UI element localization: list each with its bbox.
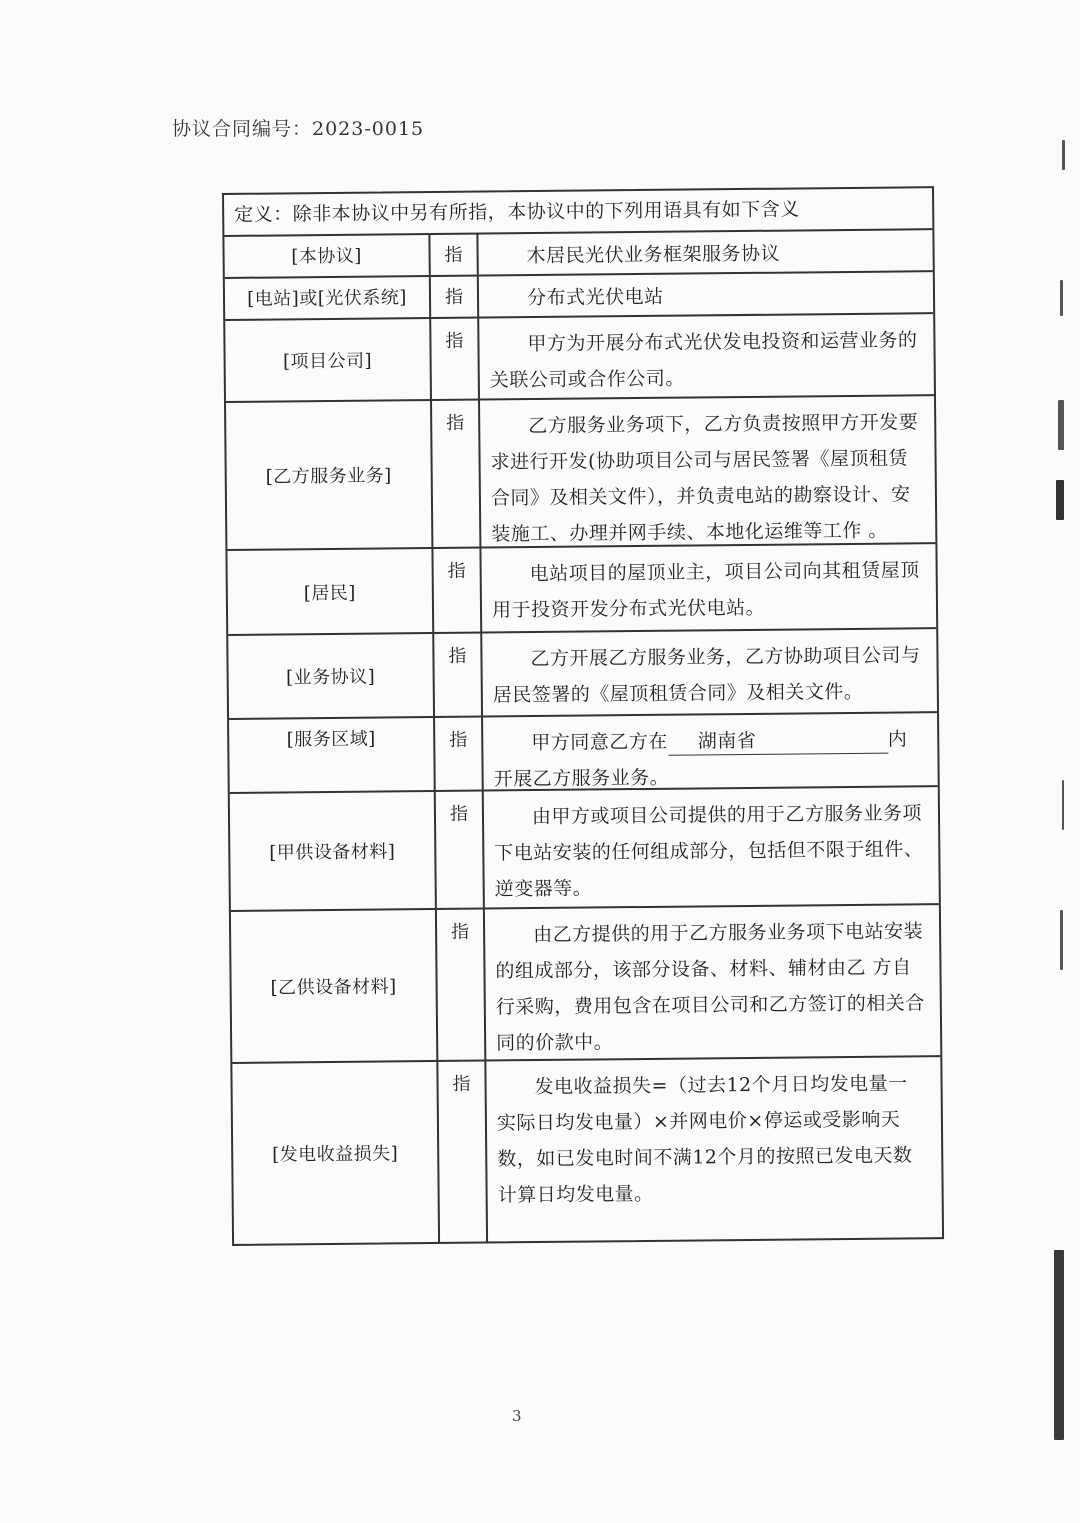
term-cell: [本协议] [224,235,430,277]
scan-speck [1062,780,1064,830]
contract-number: 协议合同编号：2023-0015 [172,118,425,140]
scan-edge-artifacts [1040,0,1080,1523]
meaning-cell [483,713,938,789]
service-region-suffix: 内开展乙方服务业务。 [493,728,908,791]
scan-speck [1062,140,1065,170]
term-cell: [项目公司] [225,319,432,401]
refers-cell: 指 [435,718,484,790]
table-row [224,230,932,279]
refers-cell: 指 [432,401,481,547]
refers-cell: 指 [437,910,486,1060]
definitions-table [222,186,944,1246]
table-row [229,713,938,794]
service-region-value: 湖南省 [668,727,888,756]
table-row [231,905,940,1064]
refers-cell: 指 [438,1062,488,1242]
term-cell: [甲供设备材料] [230,792,437,910]
meaning-cell: 分布式光伏电站 [526,285,664,310]
refers-cell: 指 [434,634,483,716]
refers-cell: 指 [433,549,482,632]
meaning-cell: 乙方开展乙方服务业务，乙方协助项目公司与居民签署的《屋顶租赁合同》及相关文件。 [492,644,921,707]
meaning-cell: 乙方服务业务项下，乙方负责按照甲方开发要求进行开发(协助项目公司与居民签署《屋顶租赁合同》及相关文件），并负责电站的勘察设计、安装施工、办理并网手续、本地化运维等工作 。 [490,411,919,546]
term-cell: [业务协议] [228,634,435,718]
term-cell: [乙方服务业务] [226,401,433,549]
scan-speck [1054,1250,1064,1440]
term-cell: [发电收益损失] [232,1062,440,1244]
page-number: 3 [512,1407,522,1425]
meaning-cell: 发电收益损失=（过去12个月日均发电量一实际日均发电量）×并网电价×停运或受影响天数，如已发电时间不满12个月的按照已发电天数计算日均发电量。 [496,1072,913,1207]
term-cell: [电站]或[光伏系统] [225,277,431,319]
refers-cell: 指 [430,235,478,275]
term-cell: [服务区域] [229,718,436,792]
table-row [225,314,934,403]
meaning-cell: 甲方为开展分布式光伏发电投资和运营业务的关联公司或合作公司。 [489,329,918,392]
table-row [232,1057,942,1244]
table-row [226,396,935,551]
meaning-cell: 木居民光伏业务框架服务协议 [526,242,781,268]
service-region-prefix: 甲方同意乙方在 [531,730,668,755]
scan-speck [1056,480,1064,520]
scan-speck [1060,280,1063,316]
table-row [228,629,937,720]
definitions-intro: 定义：除非本协议中另有所指，本协议中的下列用语具有如下含义 [224,188,932,237]
meaning-cell: 由乙方提供的用于乙方服务业务项下电站安装的组成部分，该部分设备、材料、辅材由乙 方自行采购，费用包含在项目公司和乙方签订的相关合同的价款中。 [495,920,925,1055]
term-cell: [居民] [227,549,434,634]
table-row [227,544,936,636]
refers-cell: 指 [431,277,479,317]
refers-cell: 指 [436,792,485,908]
table-row [230,787,939,912]
meaning-cell: 电站项目的屋顶业主，项目公司向其租赁屋顶用于投资开发分布式光伏电站。 [491,559,920,622]
refers-cell: 指 [431,319,480,399]
scan-speck [1058,400,1064,450]
scan-speck [1060,910,1063,970]
term-cell: [乙供设备材料] [231,910,438,1062]
meaning-cell: 由甲方或项目公司提供的用于乙方服务业务项下电站安装的任何组成部分，包括但不限于组件、逆变器等。 [494,802,924,901]
table-row [225,272,933,321]
